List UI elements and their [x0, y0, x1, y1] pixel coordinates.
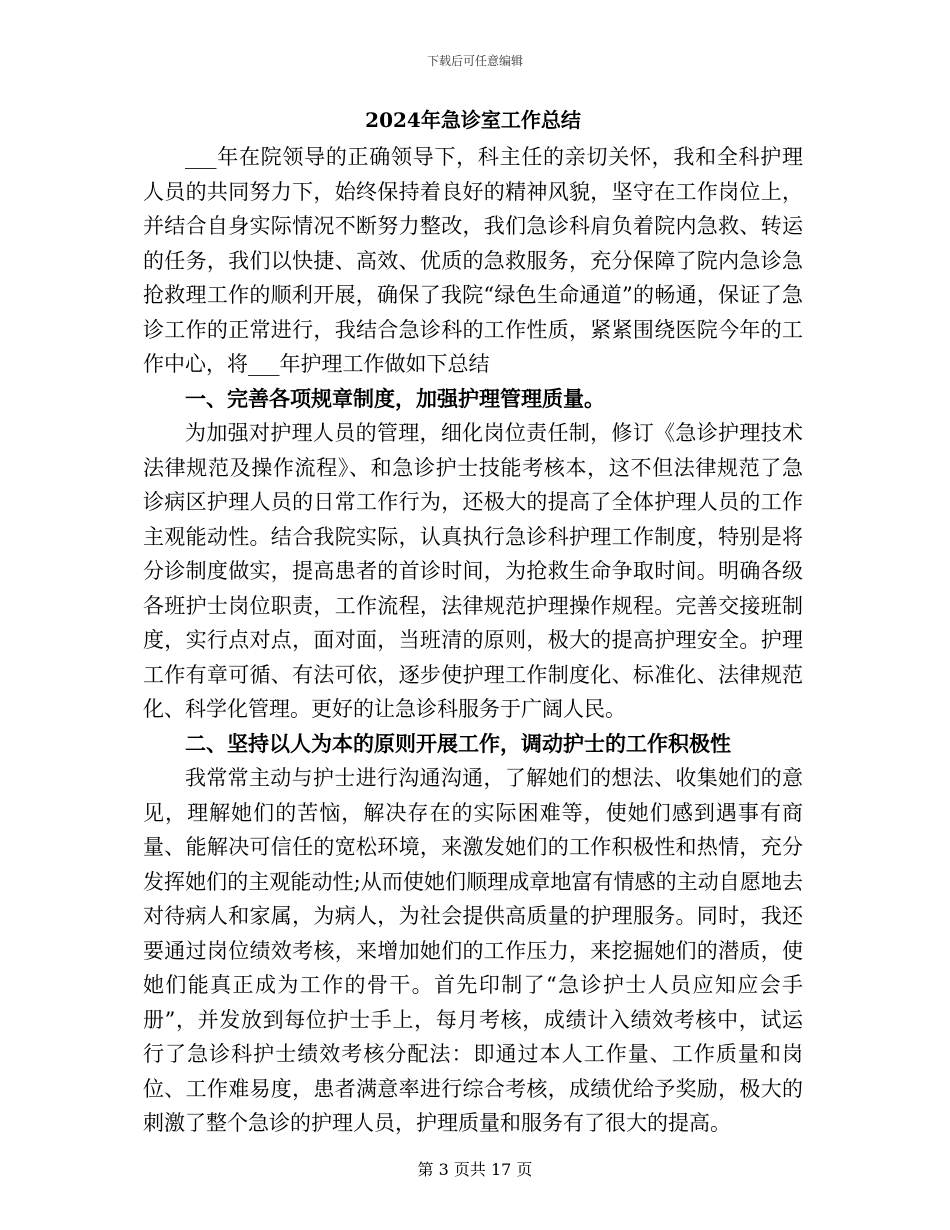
section-2-heading: 二、坚持以人为本的原则开展工作，调动护士的工作积极性	[185, 730, 731, 756]
section-1-paragraph: 为加强对护理人员的管理，细化岗位责任制，修订《急诊护理技术法律规范及操作流程》、和急诊护士技能考核本，这不但法律规范了急诊病区护理人员的日常工作行为，还极大的提高了全体护理人员的工作主观能动性。结合我院实际，认真执行急诊科护理工作制度，特别是将分诊制度做实，提高患者的首诊时间，为抢救生命争取时间。明确各级各班护士岗位职责，工作流程，法律规范护理操作规程。完善交接班制度，实行点对点，面对面，当班清的原则，极大的提高护理安全。护理工作有章可循、有法可依，逐步使护理工作制度化、标准化、法律规范化、科学化管理。更好的让急诊科服务于广阔人民。	[143, 421, 803, 721]
document-body	[143, 100, 803, 1141]
intro-paragraph: ___年在院领导的正确领导下，科主任的亲切关怀，我和全科护理人员的共同努力下，始终保持着良好的精神风貌，坚守在工作岗位上，并结合自身实际情况不断努力整改，我们急诊科肩负着院内急救、转运的任务，我们以快捷、高效、优质的急救服务，充分保障了院内急诊急抢救理工作的顺利开展，确保了我院“绿色生命通道”的畅通，保证了急诊工作的正常进行，我结合急诊科的工作性质，紧紧围绕医院今年的工作中心，将___年护理工作做如下总结	[143, 145, 803, 376]
section-1-heading: 一、完善各项规章制度，加强护理管理质量。	[185, 385, 605, 411]
page-header-note: 下载后可任意编辑	[426, 54, 523, 68]
section-2-paragraph: 我常常主动与护士进行沟通沟通，了解她们的想法、收集她们的意见，理解她们的苦恼，解决存在的实际困难等，使她们感到遇事有商量、能解决可信任的宽松环境，来激发她们的工作积极性和热情，充分发挥她们的主观能动性;从而使她们顺理成章地富有情感的主动自愿地去对待病人和家属，为病人，为社会提供高质量的护理服务。同时，我还要通过岗位绩效考核，来增加她们的工作压力，来挖掘她们的潜质，使她们能真正成为工作的骨干。首先印制了“急诊护士人员应知应会手册”，并发放到每位护士手上，每月考核，成绩计入绩效考核中，试运行了急诊科护士绩效考核分配法：即通过本人工作量、工作质量和岗位、工作难易度，患者满意率进行综合考核，成绩优给予奖励，极大的刺激了整个急诊的护理人员，护理质量和服务有了很大的提高。	[143, 766, 803, 1135]
page-number-footer: 第 3 页共 17 页	[417, 1160, 533, 1179]
document-title: 2024年急诊室工作总结	[365, 108, 581, 132]
